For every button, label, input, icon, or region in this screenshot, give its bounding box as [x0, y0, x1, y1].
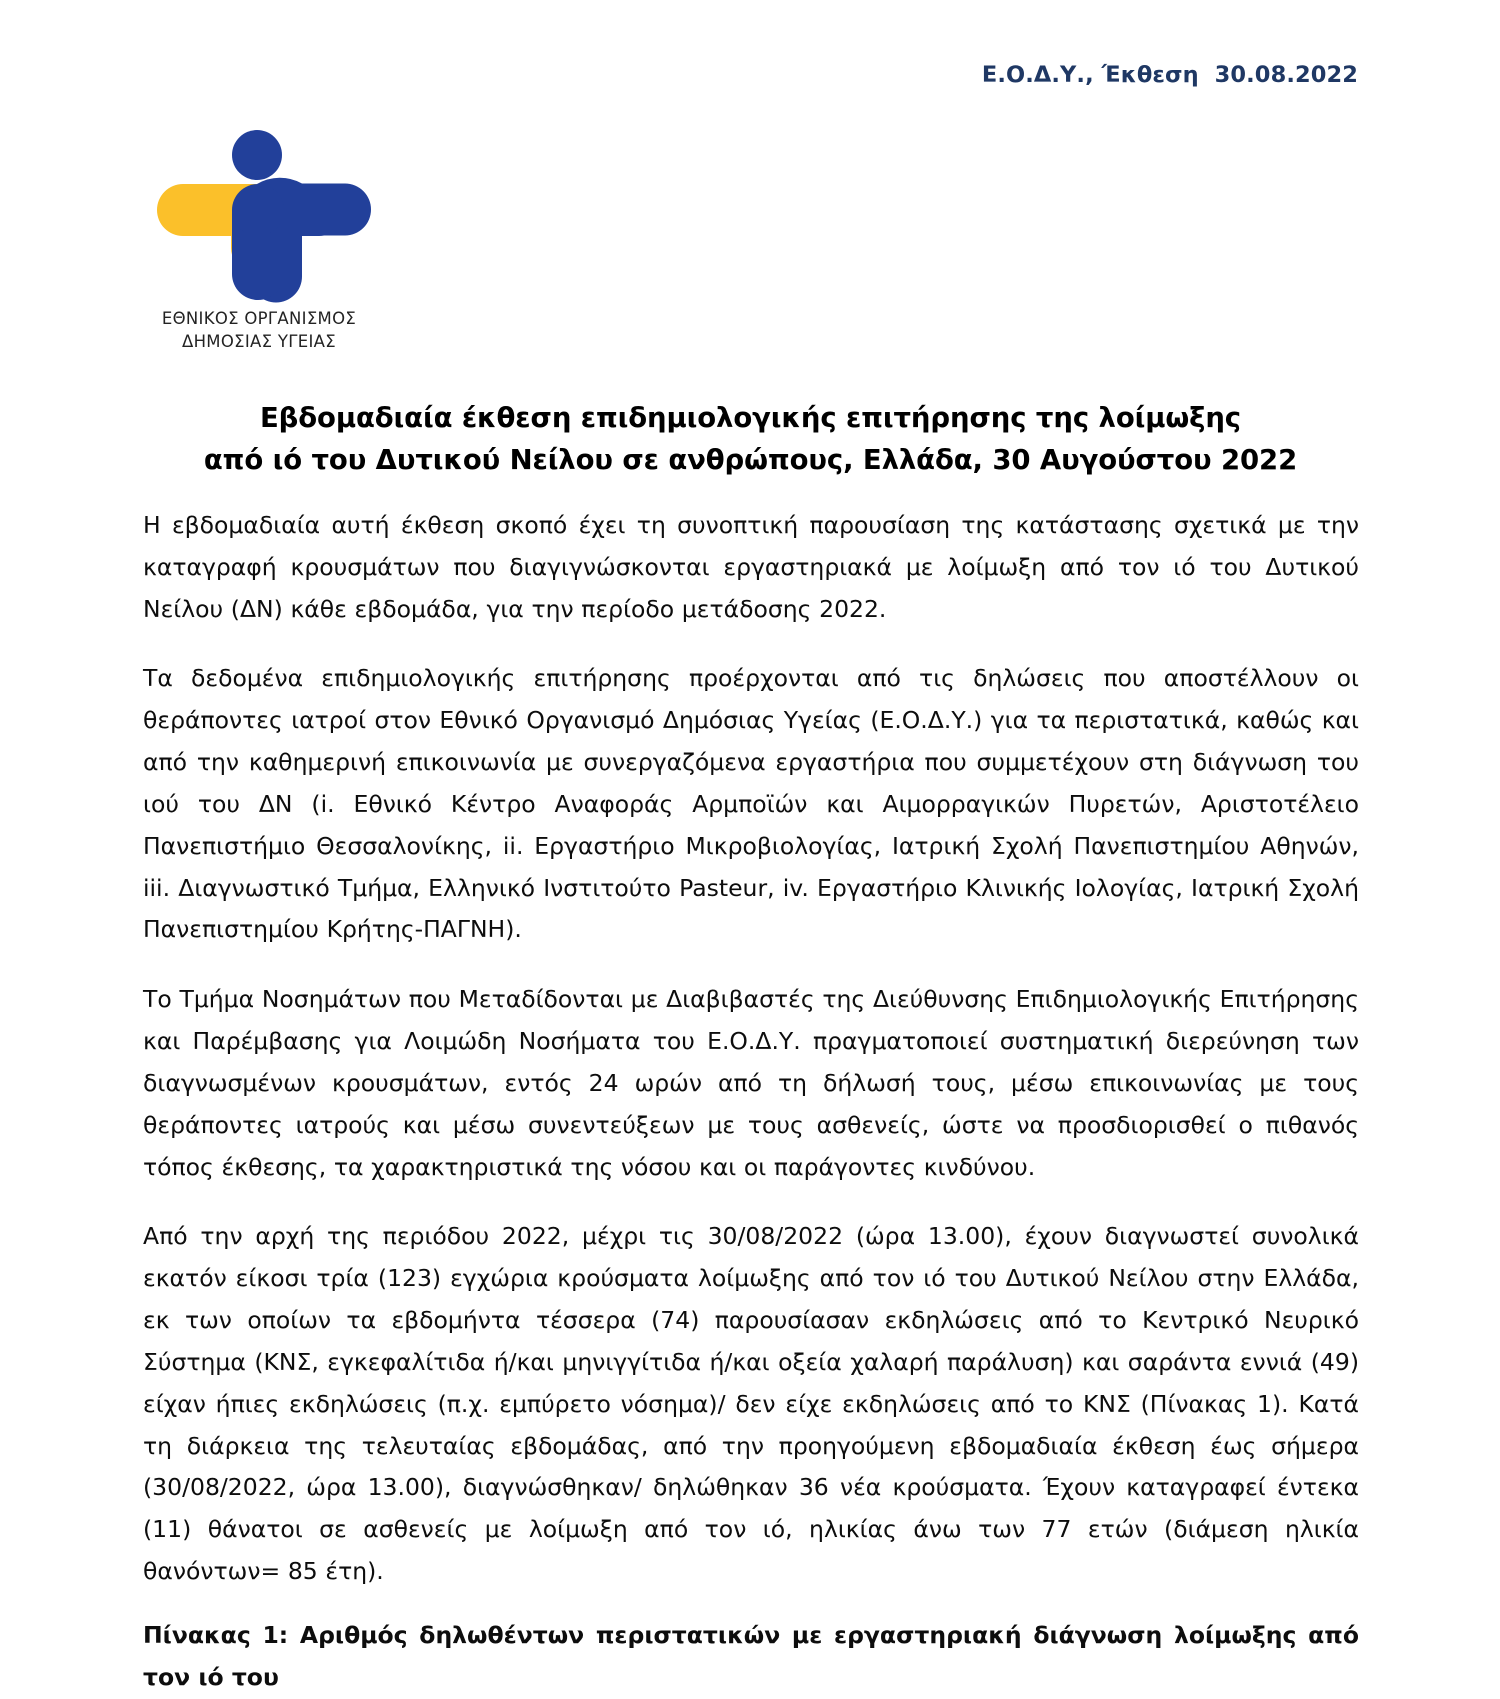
eody-figure-logo-icon [156, 128, 371, 303]
logo-caption-line-2: ΔΗΜΟΣΙΑΣ ΥΓΕΙΑΣ [182, 332, 336, 352]
eody-logo-block [143, 128, 393, 354]
page-title [143, 398, 1358, 482]
document-header-date: Ε.Ο.Δ.Υ., Έκθεση 30.08.2022 [981, 62, 1358, 88]
logo-caption [143, 307, 375, 354]
page-title-line-2: από ιό του Δυτικού Νείλου σε ανθρώπους, Ελλάδα, 30 Αυγούστου 2022 [203, 444, 1298, 477]
body-paragraph-3: Το Τμήμα Νοσημάτων που Μεταδίδονται με Διαβιβαστές της Διεύθυνσης Επιδημιολογικής Επιτήρησης και Παρέμβασης για Λοιμώδη Νοσήματα του Ε.Ο.Δ.Υ. πραγματοποιεί συστηματική διερεύνηση των διαγνωσμένων κρουσμάτων, εντός 24 ωρών από τη δήλωσή τους, μέσω επικοινωνίας με τους θεράποντες ιατρούς και μέσω συνεντεύξεων με τους ασθενείς, ώστε να προσδιορισθεί ο πιθανός τόπος έκθεσης, τα χαρακτηριστικά της νόσου και οι παράγοντες κινδύνου. [143, 985, 1359, 1181]
body-paragraph-1: Η εβδομαδιαία αυτή έκθεση σκοπό έχει τη συνοπτική παρουσίαση της κατάστασης σχετικά με την καταγραφή κρουσμάτων που διαγιγνώσκονται εργαστηριακά με λοίμωξη από τον ιό του Δυτικού Νείλου (ΔΝ) κάθε εβδομάδα, για την περίοδο μετάδοσης 2022. [143, 511, 1359, 623]
page-title-line-1: Εβδομαδιαία έκθεση επιδημιολογικής επιτήρησης της λοίμωξης [259, 402, 1242, 435]
body-paragraph-4: Από την αρχή της περιόδου 2022, μέχρι τις 30/08/2022 (ώρα 13.00), έχουν διαγνωστεί συνολικά εκατόν είκοσι τρία (123) εγχώρια κρούσματα λοίμωξης από τον ιό του Δυτικού Νείλου στην Ελλάδα, εκ των οποίων τα εβδομήντα τέσσερα (74) παρουσίασαν εκδηλώσεις από το Κεντρικό Νευρικό Σύστημα (ΚΝΣ, εγκεφαλίτιδα ή/και μηνιγγίτιδα ή/και οξεία χαλαρή παράλυση) και σαράντα εννιά (49) είχαν ήπιες εκδηλώσεις (π.χ. εμπύρετο νόσημα)/ δεν είχε εκδηλώσεις από το ΚΝΣ (Πίνακας 1). Κατά τη διάρκεια της τελευταίας εβδομάδας, από την προηγούμενη εβδομαδιαία έκθεση έως σήμερα (30/08/2022, ώρα 13.00), διαγνώσθηκαν/ δηλώθηκαν 36 νέα κρούσματα. Έχουν καταγραφεί έντεκα (11) θάνατοι σε ασθενείς με λοίμωξη από τον ιό, ηλικίας άνω των 77 ετών (διάμεση ηλικία θανόντων= 85 έτη). [143, 1222, 1359, 1586]
logo-caption-line-1: ΕΘΝΙΚΟΣ ΟΡΓΑΝΙΣΜΟΣ [161, 309, 357, 328]
body-paragraph-2: Τα δεδομένα επιδημιολογικής επιτήρησης προέρχονται από τις δηλώσεις που αποστέλλουν οι θεράποντες ιατροί στον Εθνικό Οργανισμό Δημόσιας Υγείας (Ε.Ο.Δ.Υ.) για τα περιστατικά, καθώς και από την καθημερινή επικοινωνία με συνεργαζόμενα εργαστήρια που συμμετέχουν στη διάγνωση του ιού του ΔΝ (i. Εθνικό Κέντρο Αναφοράς Αρμποϊών και Αιμορραγικών Πυρετών, Αριστοτέλειο Πανεπιστήμιο Θεσσαλονίκης, ii. Εργαστήριο Μικροβιολογίας, Ιατρική Σχολή Πανεπιστημίου Αθηνών, iii. Διαγνωστικό Τμήμα, Ελληνικό Ινστιτούτο Pasteur, iv. Εργαστήριο Κλινικής Ιολογίας, Ιατρική Σχολή Πανεπιστημίου Κρήτης-ΠΑΓΝΗ). [143, 664, 1359, 944]
document-body [143, 505, 1359, 1699]
table-1-caption: Πίνακας 1: Αριθμός δηλωθέντων περιστατικών με εργαστηριακή διάγνωση λοίμωξης από τον ιό του [143, 1620, 1359, 1691]
